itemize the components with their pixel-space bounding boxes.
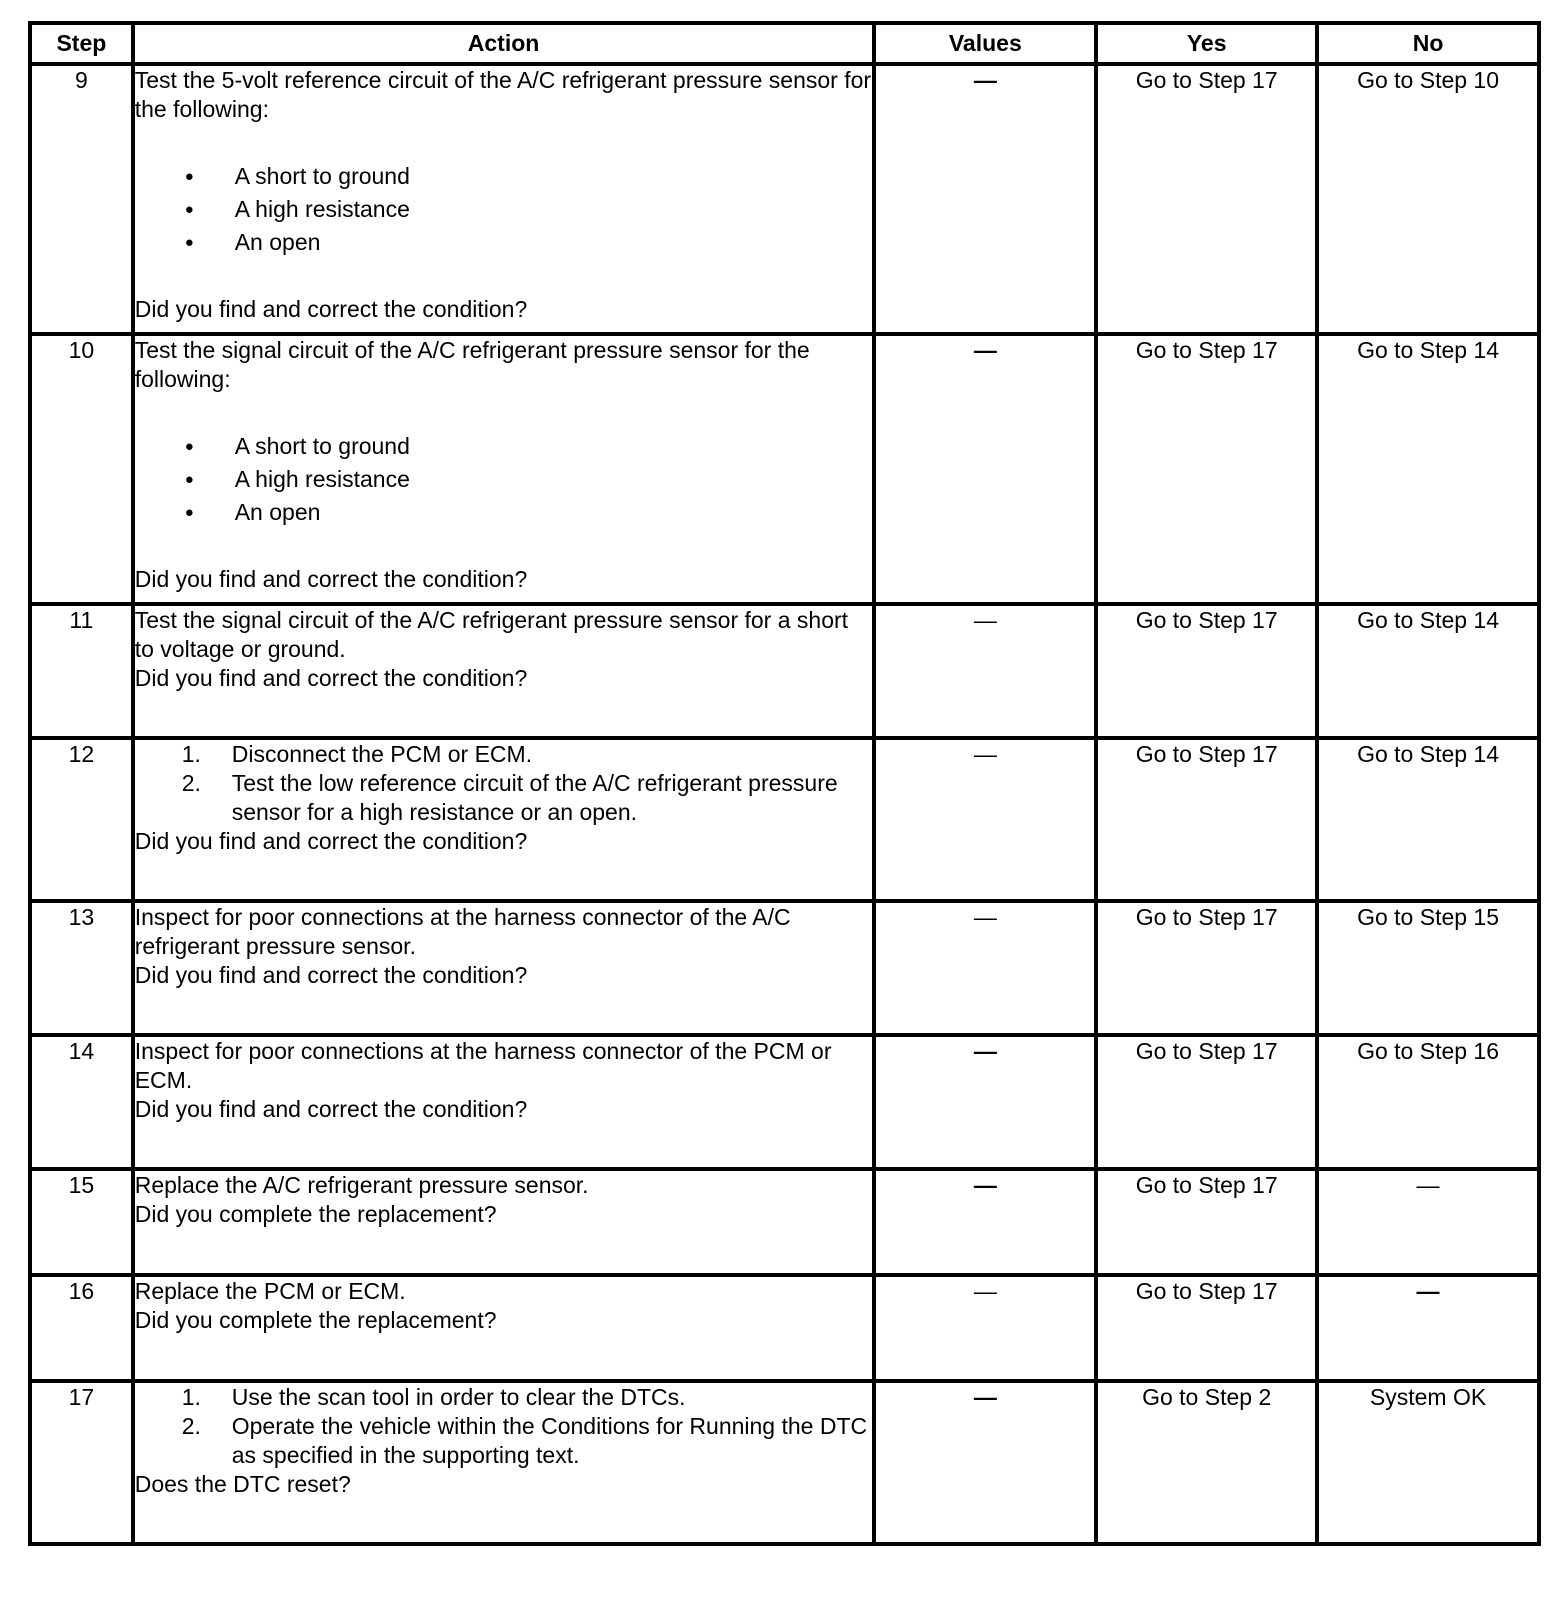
action-question: Did you find and correct the condition? bbox=[134, 296, 528, 322]
yes-cell: Go to Step 17 bbox=[1096, 1035, 1317, 1169]
values-cell: — bbox=[874, 1381, 1096, 1544]
list-item: ● An open bbox=[235, 226, 873, 259]
list-item bbox=[181, 740, 873, 769]
values-cell: — bbox=[874, 64, 1096, 334]
action-question: Did you find and correct the condition? bbox=[134, 665, 528, 691]
action-question: Did you complete the replacement? bbox=[134, 1307, 497, 1333]
condition-list bbox=[135, 160, 873, 259]
action-cell bbox=[133, 1275, 875, 1381]
action-text: Inspect for poor connections at the harness connector of the PCM or ECM. bbox=[134, 1038, 832, 1093]
list-text: Operate the vehicle within the Conditions for Running the DTC as specified in the supporting text. bbox=[231, 1413, 868, 1468]
action-question: Did you find and correct the condition? bbox=[134, 566, 528, 592]
condition-list bbox=[135, 430, 873, 529]
numbered-list bbox=[135, 1383, 873, 1470]
list-item bbox=[181, 1412, 873, 1470]
yes-cell: Go to Step 17 bbox=[1096, 334, 1317, 604]
list-number: 2. bbox=[181, 1413, 201, 1439]
values-cell: — bbox=[874, 901, 1096, 1035]
list-number: 1. bbox=[181, 1384, 201, 1410]
action-question: Does the DTC reset? bbox=[134, 1471, 351, 1497]
list-text: Test the low reference circuit of the A/C refrigerant pressure sensor for a high resistance or an open. bbox=[231, 770, 838, 825]
values-cell: — bbox=[874, 1169, 1096, 1275]
table-row bbox=[30, 1381, 1539, 1544]
list-text: Use the scan tool in order to clear the DTCs. bbox=[231, 1384, 686, 1410]
list-item: ● A high resistance bbox=[235, 193, 873, 226]
no-cell: Go to Step 14 bbox=[1317, 738, 1539, 901]
header-row bbox=[30, 23, 1539, 64]
step-number: 17 bbox=[30, 1381, 133, 1544]
diagnostic-table bbox=[28, 21, 1541, 1546]
action-question: Did you complete the replacement? bbox=[134, 1201, 497, 1227]
action-cell bbox=[133, 64, 875, 334]
action-text: Test the 5-volt reference circuit of the A/C refrigerant pressure sensor for the following: bbox=[134, 67, 872, 122]
action-question: Did you find and correct the condition? bbox=[134, 828, 528, 854]
values-cell: — bbox=[874, 1035, 1096, 1169]
action-question: Did you find and correct the condition? bbox=[134, 1096, 528, 1122]
action-text: Replace the A/C refrigerant pressure sensor. bbox=[134, 1172, 589, 1198]
list-item: ● A high resistance bbox=[235, 463, 873, 496]
table-row bbox=[30, 604, 1539, 738]
yes-cell: Go to Step 17 bbox=[1096, 604, 1317, 738]
list-item: ● An open bbox=[235, 496, 873, 529]
no-cell: — bbox=[1317, 1169, 1539, 1275]
step-number: 10 bbox=[30, 334, 133, 604]
header-step: Step bbox=[30, 23, 133, 64]
yes-cell: Go to Step 2 bbox=[1096, 1381, 1317, 1544]
list-number: 2. bbox=[181, 770, 201, 796]
table-row bbox=[30, 901, 1539, 1035]
numbered-list bbox=[135, 740, 873, 827]
list-text: Disconnect the PCM or ECM. bbox=[231, 741, 533, 767]
yes-cell: Go to Step 17 bbox=[1096, 738, 1317, 901]
yes-cell: Go to Step 17 bbox=[1096, 64, 1317, 334]
yes-cell: Go to Step 17 bbox=[1096, 1275, 1317, 1381]
no-cell: Go to Step 14 bbox=[1317, 604, 1539, 738]
action-cell bbox=[133, 1035, 875, 1169]
yes-cell: Go to Step 17 bbox=[1096, 901, 1317, 1035]
values-cell: — bbox=[874, 334, 1096, 604]
action-cell bbox=[133, 738, 875, 901]
step-number: 16 bbox=[30, 1275, 133, 1381]
action-text: Replace the PCM or ECM. bbox=[134, 1278, 406, 1304]
action-text: Inspect for poor connections at the harness connector of the A/C refrigerant pressure sensor. bbox=[134, 904, 791, 959]
values-cell: — bbox=[874, 604, 1096, 738]
header-yes: Yes bbox=[1096, 23, 1317, 64]
table-row bbox=[30, 64, 1539, 334]
step-number: 9 bbox=[30, 64, 133, 334]
no-cell: Go to Step 10 bbox=[1317, 64, 1539, 334]
action-cell bbox=[133, 1169, 875, 1275]
yes-cell: Go to Step 17 bbox=[1096, 1169, 1317, 1275]
action-question: Did you find and correct the condition? bbox=[134, 962, 528, 988]
step-number: 15 bbox=[30, 1169, 133, 1275]
no-cell: — bbox=[1317, 1275, 1539, 1381]
no-cell: Go to Step 16 bbox=[1317, 1035, 1539, 1169]
header-values: Values bbox=[874, 23, 1096, 64]
step-number: 14 bbox=[30, 1035, 133, 1169]
step-number: 11 bbox=[30, 604, 133, 738]
step-number: 13 bbox=[30, 901, 133, 1035]
action-text: Test the signal circuit of the A/C refrigerant pressure sensor for a short to voltage or ground. bbox=[134, 607, 849, 662]
action-cell bbox=[133, 334, 875, 604]
list-item bbox=[181, 769, 873, 827]
no-cell: System OK bbox=[1317, 1381, 1539, 1544]
list-number: 1. bbox=[181, 741, 201, 767]
action-cell bbox=[133, 604, 875, 738]
step-number: 12 bbox=[30, 738, 133, 901]
action-cell bbox=[133, 901, 875, 1035]
no-cell: Go to Step 15 bbox=[1317, 901, 1539, 1035]
action-text: Test the signal circuit of the A/C refrigerant pressure sensor for the following: bbox=[134, 337, 810, 392]
list-item bbox=[181, 1383, 873, 1412]
list-item: ● A short to ground bbox=[235, 430, 873, 463]
action-cell bbox=[133, 1381, 875, 1544]
header-no: No bbox=[1317, 23, 1539, 64]
values-cell: — bbox=[874, 738, 1096, 901]
table-row bbox=[30, 1035, 1539, 1169]
list-item: ● A short to ground bbox=[235, 160, 873, 193]
table-row bbox=[30, 1169, 1539, 1275]
values-cell: — bbox=[874, 1275, 1096, 1381]
table-row bbox=[30, 334, 1539, 604]
header-action: Action bbox=[133, 23, 875, 64]
table-row bbox=[30, 1275, 1539, 1381]
table-row bbox=[30, 738, 1539, 901]
no-cell: Go to Step 14 bbox=[1317, 334, 1539, 604]
